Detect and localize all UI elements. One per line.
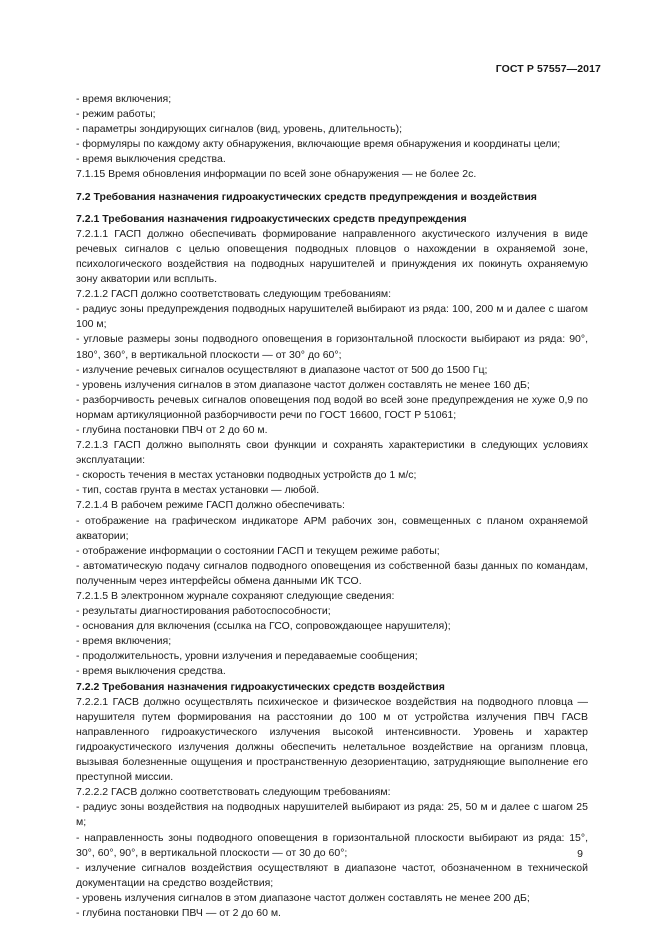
list-item: - разборчивость речевых сигналов оповещения под водой во всей зоне предупреждения не хуже 0,9 по нормам артикуляционной разборчивости речи по ГОСТ 16600, ГОСТ Р 51061; [76, 393, 588, 421]
list-item: - продолжительность, уровни излучения и передаваемые сообщения; [76, 650, 418, 663]
list-item: - время выключения средства. [76, 153, 226, 166]
clause-7-2-1-1: 7.2.1.1 ГАСП должно обеспечивать формирование направленного акустического излучения в виде речевых сигналов с целью оповещения подводных пловцов о нахождении в охраняемой зоне, психологического воздействия на подводных нарушителей и принуждения их покинуть охраняемую зону акватории или всплыть. [76, 227, 588, 286]
list-item: - угловые размеры зоны подводного оповещения в горизонтальной плоскости выбирают из ряда: 90°, 180°, 360°, в вертикальной плоскости — от 30° до 60°; [76, 333, 588, 361]
list-item: - глубина постановки ПВЧ — от 2 до 60 м. [76, 906, 281, 919]
list-item: - отображение на графическом индикаторе АРМ рабочих зон, совмещенных с планом охраняемой акватории; [76, 514, 588, 542]
clause-7-2-1-4: 7.2.1.4 В рабочем режиме ГАСП должно обеспечивать: [76, 499, 345, 512]
list-item: - время включения; [76, 635, 172, 648]
list-item: - скорость течения в местах установки подводных устройств до 1 м/с; [76, 469, 417, 482]
clause-7-2-1-3: 7.2.1.3 ГАСП должно выполнять свои функции и сохранять характеристики в следующих условиях эксплуатации: [76, 439, 588, 467]
clause-7-1-15: 7.1.15 Время обновления информации по всей зоне обнаружения — не более 2с. [76, 168, 477, 181]
section-heading-7-2: 7.2 Требования назначения гидроакустических средств предупреждения и воздействия [76, 190, 537, 203]
clause-7-2-2-2: 7.2.2.2 ГАСВ должно соответствовать следующим требованиям: [76, 786, 391, 799]
list-item: - излучение сигналов воздействия осуществляют в диапазоне частот, обозначенном в технической документации на средство воздействия; [76, 861, 588, 889]
clause-7-2-2-1: 7.2.2.1 ГАСВ должно осуществлять психическое и физическое воздействия на подводного пловца — нарушителя путем формирования на расстоянии до 100 м от устройства излучения ПВЧ ГАСВ направленного гидроакустического излучения высокой интенсивности. Уровень и характер гидроакустического излучения должны обеспечить нелетальное воздействие на организм пловца, вызывая болезненные ощущения и пространственную дезориентацию, затрудняющие выполнение его преступной миссии. [76, 695, 588, 784]
subsection-heading-7-2-2: 7.2.2 Требования назначения гидроакустических средств воздействия [76, 680, 445, 693]
list-item: - глубина постановки ПВЧ от 2 до 60 м. [76, 423, 268, 436]
list-item: - формуляры по каждому акту обнаружения, включающие время обнаружения и координаты цели; [76, 138, 561, 151]
clause-7-2-1-5: 7.2.1.5 В электронном журнале сохраняют следующие сведения: [76, 590, 395, 602]
document-header: ГОСТ Р 57557—2017 [495, 63, 601, 75]
subsection-heading-7-2-1: 7.2.1 Требования назначения гидроакустических средств предупреждения [76, 212, 467, 225]
list-item: - радиус зоны предупреждения подводных нарушителей выбирают из ряда: 100, 200 м и далее с шагом 100 м; [76, 303, 588, 331]
list-item: - радиус зоны воздействия на подводных нарушителей выбирают из ряда: 25, 50 м и далее с шагом 25 м; [76, 801, 588, 829]
list-item: - результаты диагностирования работоспособности; [76, 605, 331, 618]
list-item: - уровень излучения сигналов в этом диапазоне частот должен составлять не менее 200 дБ; [76, 891, 530, 904]
clause-7-2-1-2: 7.2.1.2 ГАСП должно соответствовать следующим требованиям: [76, 288, 392, 301]
page-number: 9 [577, 848, 583, 860]
list-item: - время включения; [76, 93, 172, 105]
list-item: - направленность зоны подводного оповещения в горизонтальной плоскости выбирают из ряда: 15°, 30°, 60°, 90°, в вертикальной плоскости — от 30 до 60°; [76, 831, 588, 859]
list-item: - основания для включения (ссылка на ГСО, сопровождающее нарушителя); [76, 620, 451, 633]
list-item: - тип, состав грунта в местах установки — любой. [76, 484, 320, 497]
document-body [76, 92, 588, 921]
list-item: - уровень излучения сигналов в этом диапазоне частот должен составлять не менее 160 дБ; [76, 378, 530, 391]
list-item: - автоматическую подачу сигналов подводного оповещения из собственной базы данных по командам, полученным через интерфейсы обмена данными ИК ТСО. [76, 559, 588, 587]
list-item: - излучение речевых сигналов осуществляют в диапазоне частот от 500 до 1500 Гц; [76, 363, 488, 376]
list-item: - параметры зондирующих сигналов (вид, уровень, длительность); [76, 123, 403, 136]
list-item: - время выключения средства. [76, 665, 226, 678]
list-item: - отображение информации о состоянии ГАСП и текущем режиме работы; [76, 544, 440, 557]
list-item: - режим работы; [76, 108, 156, 121]
